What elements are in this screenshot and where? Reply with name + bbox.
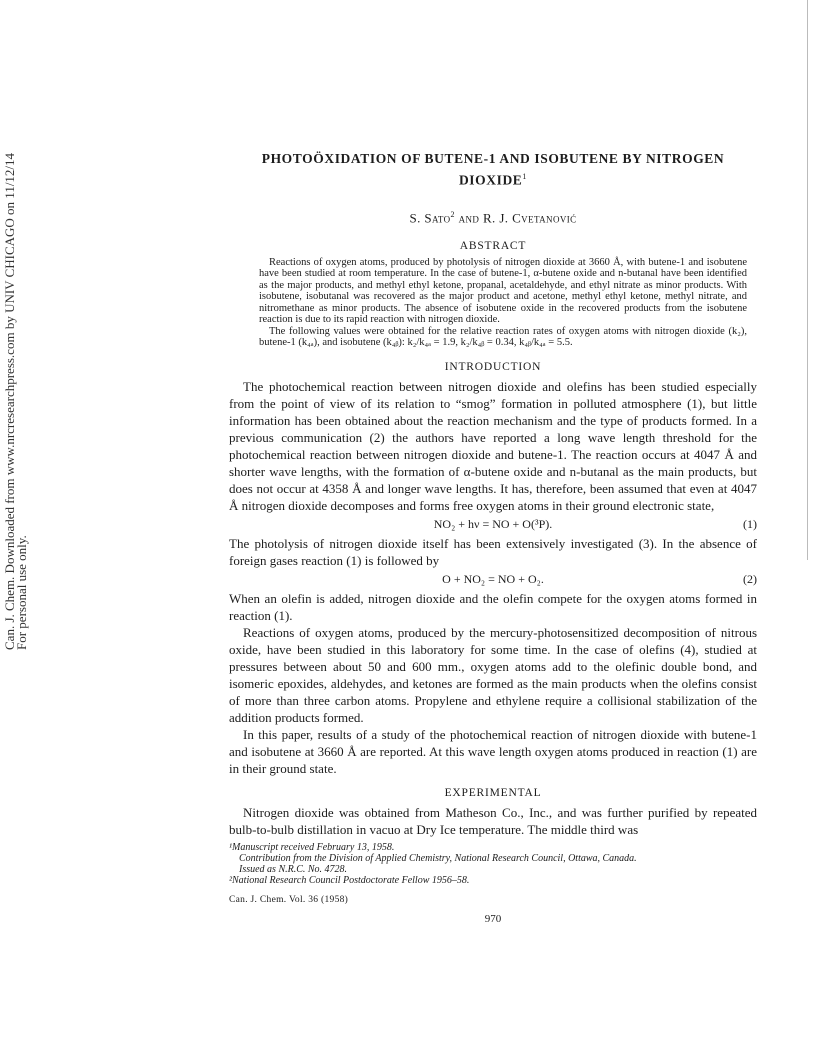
title-footnote-mark: 1	[522, 172, 528, 181]
download-watermark	[2, 152, 29, 650]
article-page	[229, 150, 757, 928]
title-text: PHOTOÖXIDATION OF BUTENE-1 AND ISOBUTENE BY NITROGEN DIOXIDE	[261, 151, 725, 188]
footnote-1: ¹Manuscript received February 13, 1958.	[229, 841, 395, 853]
footnotes	[229, 842, 757, 886]
abstract	[259, 257, 747, 349]
body-paragraph: The photolysis of nitrogen dioxide itself has been extensively investigated (3). In the absence of foreign gases reaction (1) is followed by	[229, 535, 757, 568]
body-paragraph: The photochemical reaction between nitrogen dioxide and olefins has been studied especially from the point of view of its relation to “smog” formation in polluted atmosphere (1), but little information has been obtained about the reaction mechanism and the type of products formed. In a previous communication (2) the authors have reported a long wave length threshold for the photochemical reaction between nitrogen dioxide and butene-1. The reaction occurs at 4047 Å and shorter wave lengths, with the formation of α-butene oxide and n-butanal as the main products, but does not occur at 4358 Å and longer wave lengths. It has, therefore, been assumed that even at 4047 Å nitrogen dioxide decomposes and forms free oxygen atoms in their ground electronic state,	[229, 378, 757, 513]
author-2: R. J. Cvetanović	[482, 209, 577, 225]
download-line: Can. J. Chem. Downloaded from www.nrcresearchpress.com by UNIV CHICAGO on 11/12/14	[2, 152, 17, 650]
author-line	[229, 206, 757, 226]
equation-number: (1)	[743, 516, 757, 531]
article-title	[229, 150, 757, 190]
author-1: S. Sato	[409, 209, 451, 225]
journal-citation: Can. J. Chem. Vol. 36 (1958)	[229, 894, 349, 905]
equation-text: O + NO₂ = NO + O₂.	[442, 571, 544, 586]
page-number: 970	[484, 912, 502, 925]
introduction-section	[229, 378, 757, 777]
abstract-paragraph: Reactions of oxygen atoms, produced by photolysis of nitrogen dioxide at 3660 Å, with butene-1 and isobutene have been studied at room temperature. In the case of butene-1, α-butene oxide and n-butanal have been identified as the major products, and methyl ethyl ketone, propanal, acetaldehyde, and ethyl nitrate as minor products. With isobutene, isobutanal was recovered as the major product and acetone, methyl ethyl ketone, methyl nitrate, and nitromethane as minor products. The absence of isobutene oxide in the recovered products from the isobutene reaction is due to its rapid reaction with nitrogen dioxide.	[259, 256, 747, 326]
footnote-1-issued: Issued as N.R.C. No. 4728.	[239, 863, 348, 875]
abstract-heading: ABSTRACT	[459, 239, 527, 252]
body-paragraph: In this paper, results of a study of the photochemical reaction of nitrogen dioxide with butene-1 and isobutene at 3660 Å are reported. At this wave length oxygen atoms produced in reaction (1) are in their ground state.	[229, 726, 757, 776]
equation-2	[229, 570, 757, 589]
abstract-paragraph: The following values were obtained for the relative reaction rates of oxygen atoms with nitrogen dioxide (k₂), butene-1 (k₄ₐ), and isobutene (k₄ᵦ): k₂/k₄ₐ = 1.9, k₂/k₄ᵦ = 0.34, k₄ᵦ/k₄ₐ = 5.5.	[259, 325, 747, 349]
personal-use-line: For personal use only.	[14, 535, 29, 650]
body-paragraph: When an olefin is added, nitrogen dioxide and the olefin compete for the oxygen atoms formed in reaction (1).	[229, 590, 757, 623]
equation-1	[229, 515, 757, 534]
body-paragraph: Reactions of oxygen atoms, produced by the mercury-photosensitized decomposition of nitrous oxide, have been studied in this laboratory for some time. In the case of olefins (4), studied at pressures between about 50 and 600 mm., oxygen atoms add to the olefinic double bond, and isomeric epoxides, aldehydes, and ketones are formed as the main products when the olefins consist of more than three carbon atoms. Propylene and ethylene require a collisional stabilization of the addition products formed.	[229, 624, 757, 725]
footnote-1-contribution: Contribution from the Division of Applied Chemistry, National Research Council, Ottawa, Canada.	[239, 852, 637, 864]
author-1-mark: 2	[450, 209, 455, 219]
experimental-heading: EXPERIMENTAL	[444, 786, 542, 799]
body-paragraph: Nitrogen dioxide was obtained from Matheson Co., Inc., and was further purified by repeated bulb-to-bulb distillation in vacuo at Dry Ice temperature. The middle third was	[229, 804, 757, 837]
equation-text: NO₂ + hν = NO + O(³P).	[433, 516, 553, 531]
experimental-section	[229, 804, 757, 838]
page-edge-rule	[807, 0, 808, 560]
equation-number: (2)	[743, 571, 757, 586]
introduction-heading: INTRODUCTION	[444, 360, 542, 373]
author-conjunction: and	[458, 209, 480, 225]
footnote-2: ²National Research Council Postdoctorate Fellow 1956–58.	[229, 874, 470, 886]
